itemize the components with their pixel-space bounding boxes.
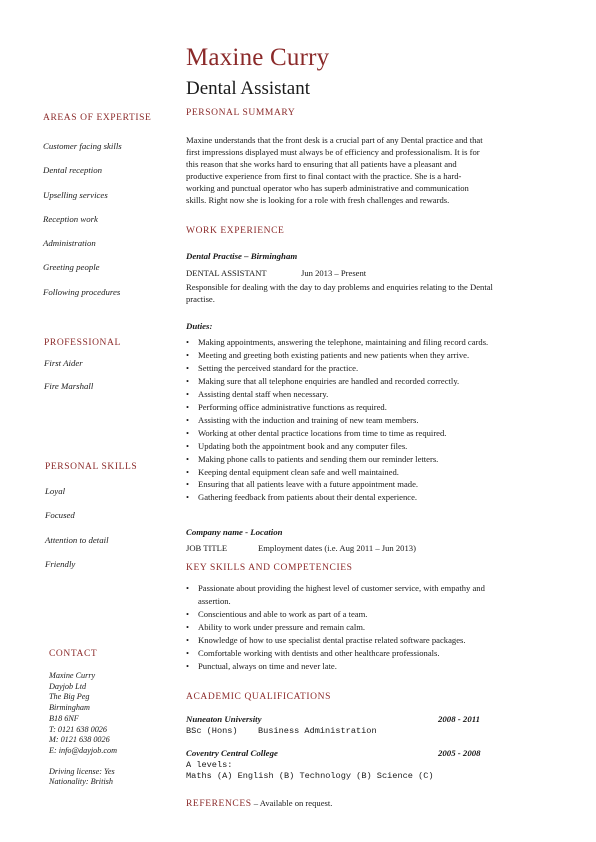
job2-dates: Employment dates (i.e. Aug 2011 – Jun 2013) xyxy=(258,543,416,553)
expertise-item: Greeting people xyxy=(43,262,100,273)
duty-item xyxy=(186,375,546,388)
responsibility-line: practise. xyxy=(186,294,215,305)
bullet-icon: • xyxy=(186,453,190,464)
duty-text: Updating both the appointment book and any computer files. xyxy=(198,440,408,451)
duty-item xyxy=(186,401,546,414)
summary-line: productive experience from first to final contact with the practice. She is a hard- xyxy=(186,171,462,182)
duties-list xyxy=(186,336,546,504)
personal-skills-list xyxy=(45,486,109,583)
contact-street: The Big Peg xyxy=(49,692,90,702)
expertise-item: Customer facing skills xyxy=(43,141,122,151)
contact-block xyxy=(49,671,117,788)
skill-text: Conscientious and able to work as part of a team. xyxy=(198,608,368,619)
summary-text xyxy=(186,134,546,207)
role-title: DENTAL ASSISTANT xyxy=(186,268,267,278)
driving-license: Driving license: Yes xyxy=(49,766,115,776)
role-dates: Jun 2013 – Present xyxy=(301,268,367,278)
bullet-icon: • xyxy=(186,647,190,658)
professional-item: First Aider xyxy=(44,358,83,368)
summary-line: working and punctual operator who has superb administrative and communication xyxy=(186,183,469,194)
bullet-icon: • xyxy=(186,583,190,593)
duty-item xyxy=(186,478,546,491)
skill-item xyxy=(186,582,546,608)
contact-company: Dayjob Ltd xyxy=(49,681,87,691)
skills-list xyxy=(186,582,546,673)
skill-item xyxy=(186,660,546,673)
bullet-icon: • xyxy=(186,440,190,451)
duty-item xyxy=(186,491,546,504)
skills-heading: KEY SKILLS AND COMPETENCIES xyxy=(186,563,353,573)
duty-item xyxy=(186,440,546,453)
responsibility-line: Responsible for dealing with the day to day problems and enquiries relating to the Dental xyxy=(186,282,493,292)
skill-item xyxy=(186,647,546,660)
bullet-icon: • xyxy=(186,466,190,477)
contact-email[interactable]: E: info@dayjob.com xyxy=(49,745,118,755)
academic-heading: ACADEMIC QUALIFICATIONS xyxy=(186,692,331,702)
expertise-heading: AREAS OF EXPERTISE xyxy=(43,113,152,123)
duty-text: Working at other dental practice locations from time to time as required. xyxy=(198,427,447,438)
skill-text: Passionate about providing the highest level of customer service, with empathy and xyxy=(198,583,485,593)
duty-item xyxy=(186,349,546,362)
job-title: Dental Assistant xyxy=(186,78,311,99)
bullet-icon: • xyxy=(186,349,190,360)
school1-years: 2008 - 2011 xyxy=(438,714,481,724)
expertise-list xyxy=(43,141,122,311)
school2-years: 2005 - 2008 xyxy=(438,748,481,758)
bullet-icon: • xyxy=(186,634,190,645)
duty-text: Meeting and greeting both existing patients and new patients when they arrive. xyxy=(198,349,470,360)
duty-text: Assisting dental staff when necessary. xyxy=(198,388,329,399)
company2-name: Company name - Location xyxy=(186,527,283,537)
personal-skill-item: Focused xyxy=(45,510,75,521)
duty-text: Making phone calls to patients and sending them our reminder letters. xyxy=(198,453,439,464)
contact-mobile: M: 0121 638 0026 xyxy=(49,735,110,745)
duties-label: Duties: xyxy=(186,321,213,331)
bullet-icon: • xyxy=(186,608,190,619)
expertise-item: Upselling services xyxy=(43,189,108,200)
personal-skill-item: Attention to detail xyxy=(45,534,109,545)
summary-line: Maxine understands that the front desk is a crucial part of any Dental practice and that xyxy=(186,135,483,145)
duty-text: Ensuring that all patients leave with a future appointment made. xyxy=(198,479,419,490)
job2-title: JOB TITLE xyxy=(186,543,228,553)
skill-text-cont: assertion. xyxy=(198,595,231,606)
summary-line: skills. Right now she is looking for a role with fresh challenges and rewards. xyxy=(186,195,450,206)
contact-heading: CONTACT xyxy=(49,649,98,659)
alevels-label: A levels: xyxy=(186,760,233,770)
expertise-item: Reception work xyxy=(43,213,98,224)
expertise-item: Following procedures xyxy=(43,286,121,297)
skill-item xyxy=(186,634,546,647)
bullet-icon: • xyxy=(186,492,190,503)
skill-item xyxy=(186,608,546,621)
degree-subject: Business Administration xyxy=(258,726,377,736)
personal-skill-item: Loyal xyxy=(45,486,66,496)
duty-item xyxy=(186,427,546,440)
duty-item xyxy=(186,336,546,349)
summary-line: this reason that she works hard to ensuring that all patients have a pleasant and xyxy=(186,159,457,170)
school1-name: Nuneaton University xyxy=(186,714,262,724)
duty-item xyxy=(186,388,546,401)
experience-heading: WORK EXPERIENCE xyxy=(186,226,285,236)
bullet-icon: • xyxy=(186,660,190,671)
bullet-icon: • xyxy=(186,427,190,438)
expertise-item: Administration xyxy=(43,238,96,249)
duty-item xyxy=(186,453,546,466)
duty-text: Performing office administrative functions as required. xyxy=(198,401,387,412)
references-line xyxy=(186,793,332,811)
references-heading: REFERENCES xyxy=(186,799,252,809)
professional-item: Fire Marshall xyxy=(44,381,94,391)
summary-line: first impressions displayed must always be of efficiency and professionalism. It is for xyxy=(186,147,480,158)
skill-text: Punctual, always on time and never late. xyxy=(198,660,337,671)
duty-text: Making sure that all telephone enquiries are handled and recorded correctly. xyxy=(198,375,460,386)
bullet-icon: • xyxy=(186,388,190,399)
duty-text: Setting the perceived standard for the practice. xyxy=(198,362,359,373)
expertise-item: Dental reception xyxy=(43,165,103,176)
professional-heading: PROFESSIONAL xyxy=(44,338,121,348)
duty-text: Keeping dental equipment clean safe and well maintained. xyxy=(198,466,399,477)
personal-skill-item: Friendly xyxy=(45,558,76,569)
references-text: – Available on request. xyxy=(251,798,333,808)
bullet-icon: • xyxy=(186,621,190,632)
bullet-icon: • xyxy=(186,401,190,412)
candidate-name: Maxine Curry xyxy=(186,44,330,71)
contact-name: Maxine Curry xyxy=(49,671,96,680)
personal-skills-heading: PERSONAL SKILLS xyxy=(45,462,138,472)
duty-item xyxy=(186,466,546,479)
duty-text: Making appointments, answering the telephone, maintaining and filing record cards. xyxy=(198,337,489,347)
contact-postcode: B18 6NF xyxy=(49,713,79,723)
duty-item xyxy=(186,414,546,427)
employer-name: Dental Practise – Birmingham xyxy=(186,251,298,261)
skill-item xyxy=(186,621,546,634)
contact-telephone: T: 0121 638 0026 xyxy=(49,724,107,734)
school2-name: Coventry Central College xyxy=(186,748,278,758)
bullet-icon: • xyxy=(186,414,190,425)
bullet-icon: • xyxy=(186,337,190,347)
duty-item xyxy=(186,362,546,375)
nationality: Nationality: British xyxy=(49,777,113,787)
responsibility-text xyxy=(186,281,546,305)
skill-text: Knowledge of how to use specialist dental practise related software packages. xyxy=(198,634,466,645)
duty-text: Assisting with the induction and training of new team members. xyxy=(198,414,419,425)
skill-text: Ability to work under pressure and remain calm. xyxy=(198,621,366,632)
alevels-grades: Maths (A) English (B) Technology (B) Science (C) xyxy=(186,771,434,781)
bullet-icon: • xyxy=(186,479,190,490)
contact-city: Birmingham xyxy=(49,703,90,713)
skill-text: Comfortable working with dentists and other healthcare professionals. xyxy=(198,647,440,658)
degree-type: BSc (Hons) xyxy=(186,726,238,736)
professional-list xyxy=(44,358,93,404)
duty-text: Gathering feedback from patients about their dental experience. xyxy=(198,492,418,503)
bullet-icon: • xyxy=(186,362,190,373)
summary-heading: PERSONAL SUMMARY xyxy=(186,108,296,118)
bullet-icon: • xyxy=(186,375,190,386)
